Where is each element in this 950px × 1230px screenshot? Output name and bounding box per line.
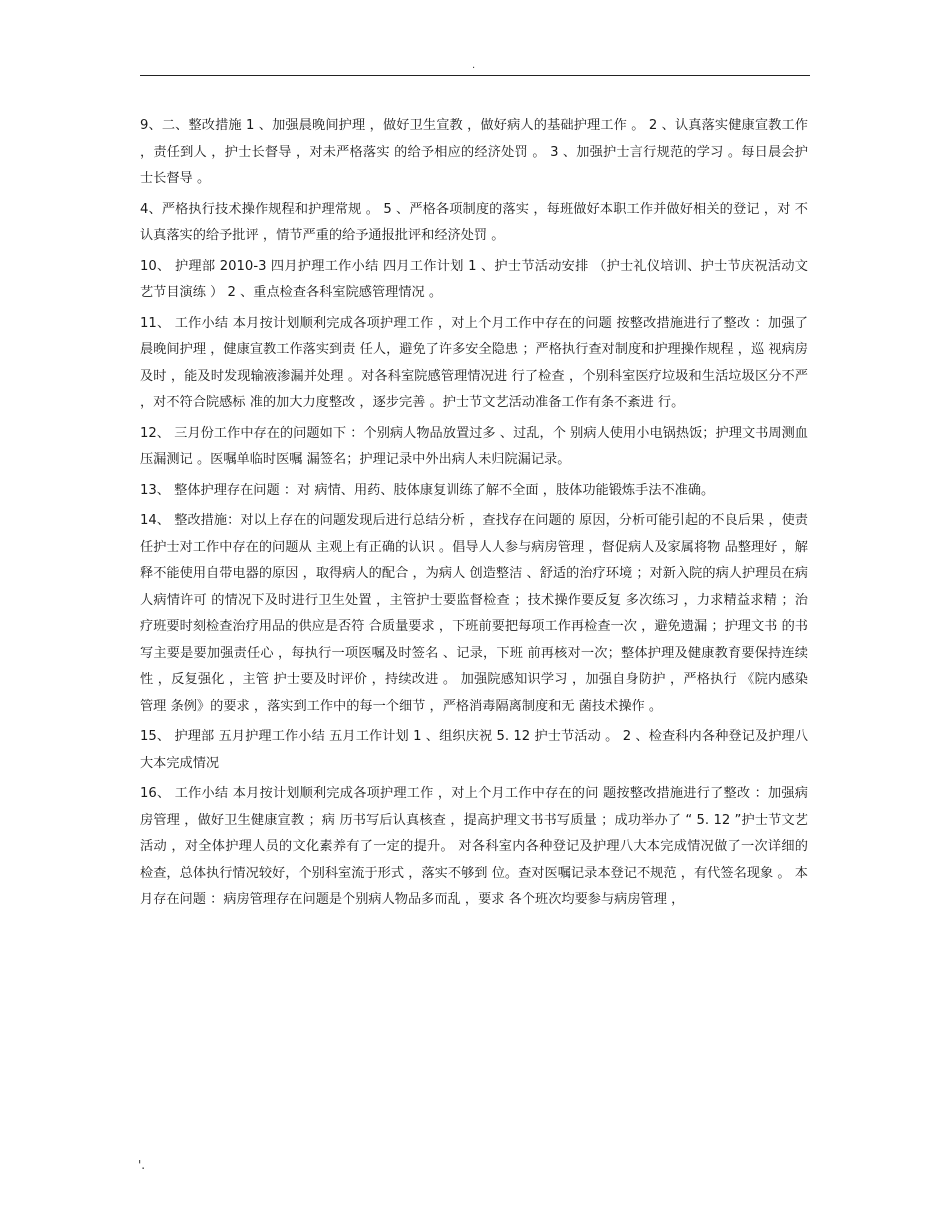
paragraph-4: 4、严格执行技术操作规程和护理常规 。 5 、严格各项制度的落实 ，每班做好本职工作并做好相关的登记 ，对 不认真落实的给予批评 ，情节严重的给予通报批评和经济处罚 。 <box>140 201 808 243</box>
footer-mark: '. <box>138 1158 146 1172</box>
paragraph-12: 12、 三月份工作中存在的问题如下 ：个别病人物品放置过多 、过乱，个 别病人使用小电锅热饭；护理文书周测血压漏测记 。医嘱单临时医嘱 漏签名；护理记录中外出病人未归院漏记录。 <box>140 425 808 467</box>
paragraph-9: 9、二、整改措施 1 、加强晨晚间护理 ，做好卫生宣教 ，做好病人的基础护理工作 。 2 、认真落实健康宣教工作 ，责任到人 ，护士长督导 ，对未严格落实 的给予相应的经济处罚 。 3 、加强护士言行规范的学习 。每日晨会护士长督导 。 <box>140 118 808 186</box>
paragraph-16: 16、 工作小结 本月按计划顺利完成各项护理工作 ，对上个月工作中存在的问 题按整改措施进行了整改 ：加强病房管理 ，做好卫生健康宣教 ；病 历书写后认真核查 ，提高护理文书书写质量 ；成功举办了 “ 5. 12 ”护士节文艺活动 ，对全体护理人员的文化素养有了一定的提升。 对各科室内各种登记及护理八大本完成情况做了一次详细的 检查，总体执行情况较好，个别科室流于形式 ，落实不够到 位。查对医嘱记录本登记不规范 ，有代签名现象 。 本月存在问题 ：病房管理存在问题是个别病人物品多而乱 ，要求 各个班次均要参与病房管理 ， <box>140 786 808 907</box>
paragraph-10: 10、 护理部 2010-3 四月护理工作小结 四月工作计划 1 、护士节活动安排 （护士礼仪培训、护士节庆祝活动文艺节目演练 ） 2 、重点检查各科室院感管理情况 。 <box>140 258 808 300</box>
paragraph-11: 11、 工作小结 本月按计划顺利完成各项护理工作 ，对上个月工作中存在的问题 按整改措施进行了整改 ：加强了晨晚间护理 ，健康宣教工作落实到责 任人，避免了许多安全隐患 ；严格执行查对制度和护理操作规程 ，巡 视病房及时 ，能及时发现输液渗漏并处理 。对各科室院感管理情况进 行了检查 ，个别科室医疗垃圾和生活垃圾区分不严 ，对不符合院感标 准的加大力度整改 ，逐步完善 。护士节文艺活动准备工作有条不紊进 行。 <box>140 315 808 410</box>
paragraph-13: 13、 整体护理存在问题 ：对 病情、用药、肢体康复训练了解不全面 ，肢体功能锻炼手法不准确。 <box>140 482 715 498</box>
header-rule <box>140 75 810 76</box>
paragraph-14: 14、 整改措施：对以上存在的问题发现后进行总结分析 ，查找存在问题的 原因，分析可能引起的不良后果 ，使责任护士对工作中存在的问题从 主观上有正确的认识 。倡导人人参与病房管理 ，督促病人及家属将物 品整理好 ，解释不能使用自带电器的原因 ，取得病人的配合 ，为病人 创造整洁 、舒适的治疗环境 ；对新入院的病人护理员在病人病情许可 的情况下及时进行卫生处置 ，主管护士要监督检查 ；技术操作要反复 多次练习 ，力求精益求精 ；治疗班要时刻检查治疗用品的供应是否符 合质量要求 ，下班前要把每项工作再检查一次 ，避免遗漏 ；护理文书 的书写主要是要加强责任心 ，每执行一项医嘱及时签名 、记录，下班 前再核对一次；整体护理及健康教育要保持连续性 ，反复强化 ，主管 护士要及时评价 ，持续改进 。 加强院感知识学习 ，加强自身防护 ，严格执行 《院内感染管理 条例》的要求 ，落实到工作中的每一个细节 ，严格消毒隔离制度和无 菌技术操作 。 <box>140 513 808 714</box>
paragraph-15: 15、 护理部 五月护理工作小结 五月工作计划 1 、组织庆祝 5. 12 护士节活动 。 2 、检查科内各种登记及护理八大本完成情况 <box>140 729 808 771</box>
document-body <box>140 113 808 918</box>
header-mark: . <box>472 60 476 71</box>
